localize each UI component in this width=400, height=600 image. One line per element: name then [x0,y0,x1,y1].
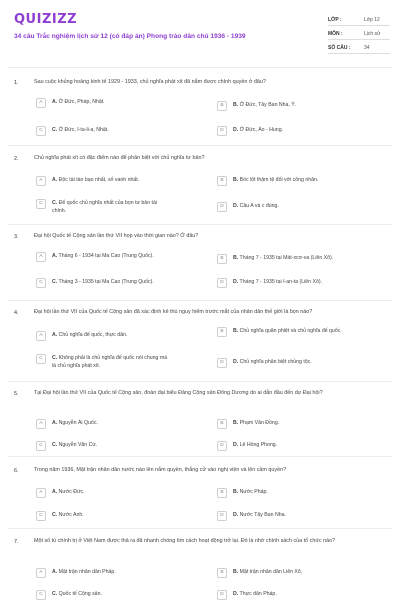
option-letter: B [217,101,227,111]
option-label: C. [52,355,58,361]
meta-key: LỚP : [328,17,342,23]
option-text: Ở Đức, I-ta-li-a, Nhật. [58,127,109,133]
meta-key: SỐ CÂU : [328,45,351,51]
option-letter: A [36,419,46,429]
option-letter: B [217,419,227,429]
option-letter: D [217,278,227,288]
question-number: 2. [14,156,19,162]
option-letter: B [217,254,227,264]
option-letter: D [217,441,227,451]
option-letter: A [36,176,46,186]
option-label: D. [233,279,239,285]
option-letter: D [217,358,227,368]
option-text: Nước Đức. [58,489,85,495]
option-label: D. [233,127,239,133]
question-divider [8,145,392,146]
question-text: Một số tù chính trị ở Việt Nam được thả ra đã nhanh chóng tìm cách hoạt động trở lại. Đó là nhờ chính sách của tổ chức nào? [34,538,336,544]
option-letter: A [36,488,46,498]
question-number: 5. [14,391,19,397]
question-text: Tại Đại hội lần thứ VII của Quốc tế Cộng sản, đoàn đại biểu Đảng Cộng sản Đông Dương do ai dẫn đầu đến dự Đại hội? [34,390,323,396]
option-letter: C [36,511,46,521]
option-label: C. [52,512,58,518]
option-text: Phạm Văn Đồng. [239,420,280,426]
option-label: C. [52,442,58,448]
option-letter: D [217,126,227,136]
option-label: C. [52,279,58,285]
option-label: C. [52,127,58,133]
option-letter: C [36,199,46,209]
option-label: C. [52,200,58,206]
option-label: A. [52,332,58,338]
question-text: Sau cuộc khủng hoảng kinh tế 1929 - 1933, chủ nghĩa phát xít đã nắm được chính quyền ở đâu? [34,79,266,85]
option-label: D. [233,442,239,448]
option-text: Mặt trận nhân dân Liên Xô. [239,569,303,575]
option-label: A. [52,420,58,426]
question-text: Đại hội Quốc tế Cộng sản lần thứ VII họp vào thời gian nào? Ở đâu? [34,233,199,239]
question-divider [8,224,392,225]
option-label: B. [233,420,239,426]
option-text: Chủ nghĩa phân biệt chủng tộc. [239,359,312,365]
option-label: A. [52,489,58,495]
option-label: B. [233,489,239,495]
option-text: Câu A và c đúng. [239,203,279,209]
option-text: Để quốc chủ nghĩa nhất của bọn tư bản tài chính. [52,200,158,214]
worksheet-title: 34 câu Trắc nghiệm lịch sử 12 (có đáp án) Phong trào dân chủ 1936 - 1939 [14,33,246,40]
option-letter: D [217,202,227,212]
option-text: Mặt trận nhân dân Pháp. [58,569,116,575]
header-divider [8,67,392,68]
meta-key: MÔN : [328,31,343,37]
question-divider [8,300,392,301]
meta-value: Lịch sử [364,31,381,37]
question-number: 6. [14,468,19,474]
option-letter: A [36,568,46,578]
question-text: Chủ nghĩa phát xít có đặc điểm nào để phân biệt với chủ nghĩa tư bản? [34,155,205,161]
question-number: 7. [14,539,19,545]
option-text: Tháng 7 - 1935 tại I-an-ta (Liên Xô). [239,279,323,285]
option-text: Nước Pháp. [239,489,268,495]
option-text: Nguyễn Ái Quốc. [58,420,98,426]
question-number: 3. [14,234,19,240]
meta-row-subject [328,28,390,40]
option-letter: D [217,590,227,600]
meta-row-class [328,14,390,26]
option-text: Độc tài tàn bạo nhất, số vanh nhất. [58,177,140,183]
question-number: 4. [14,310,19,316]
option-letter: B [217,176,227,186]
question-divider [8,456,392,457]
option-label: B. [233,102,239,108]
quizizz-logo: QUIZIZZ [14,12,78,27]
option-label: D. [233,203,239,209]
option-text: Nước Tây Ban Nha. [239,512,286,518]
option-letter: C [36,590,46,600]
option-label: C. [52,591,58,597]
option-text: Ở Đức, Pháp, Nhật. [58,99,105,105]
option-label: B. [233,328,239,334]
question-divider [8,381,392,382]
option-text: Không phải là chủ nghĩa đế quốc nói chung mà là chủ nghĩa phát xít. [52,355,168,369]
option-label: B. [233,255,239,261]
option-text: Ở Đức, Tây Ban Nha, Ý. [239,102,297,108]
option-letter: B [217,568,227,578]
meta-row-count [328,42,390,54]
option-label: B. [233,569,239,575]
option-letter: A [36,98,46,108]
option-text: Quốc tế Cộng sản. [58,591,102,597]
option-letter: B [217,327,227,337]
option-text: Bóc lột thậm tệ đối với công nhân. [239,177,319,183]
option-text: Nguyễn Văn Cừ. [58,442,98,448]
option-label: A. [52,569,58,575]
meta-value: Lớp 12 [364,17,380,23]
option-label: A. [52,253,58,259]
option-text: Chủ nghĩa quân phiệt và chủ nghĩa đế quốc. [239,328,342,334]
option-label: D. [233,512,239,518]
option-letter: D [217,511,227,521]
option-label: A. [52,177,58,183]
option-letter: A [36,331,46,341]
option-text: Chủ nghĩa đế quốc, thực dân. [58,332,128,338]
option-text: Thực dân Pháp. [239,591,277,597]
option-text: Tháng 6 - 1934 tại Ma Cao (Trung Quốc). [58,253,154,259]
option-text: Nước Anh. [58,512,84,518]
option-letter: C [36,126,46,136]
option-label: B. [233,177,239,183]
option-text: Lê Hồng Phong. [239,442,278,448]
question-number: 1. [14,80,19,86]
option-letter: C [36,354,46,364]
option-label: A. [52,99,58,105]
question-text: Trong năm 1936, Mặt trận nhân dân nước nào lên nắm quyền, thắng cử vào nghị viện và lên cầm quyền? [34,467,287,473]
option-label: D. [233,359,239,365]
option-letter: A [36,252,46,262]
question-text: Đại hội lần thứ VII của Quốc tế Cộng sản đã xác định kẻ thù nguy hiểm trước mắt của nhân dân thế giới là bọn nào? [34,309,313,315]
option-letter: B [217,488,227,498]
option-text: Tháng 3 - 1935 tại Ma Cao (Trung Quốc). [58,279,154,285]
option-letter: C [36,441,46,451]
question-divider [8,528,392,529]
option-text: Ở Đức, Áo - Hung. [239,127,284,133]
option-text: Tháng 7 - 1935 tại Mát-xcơ-va (Liên Xô). [239,255,334,261]
meta-value: 34 [364,45,370,51]
option-letter: C [36,278,46,288]
worksheet-header [0,0,400,66]
option-label: D. [233,591,239,597]
